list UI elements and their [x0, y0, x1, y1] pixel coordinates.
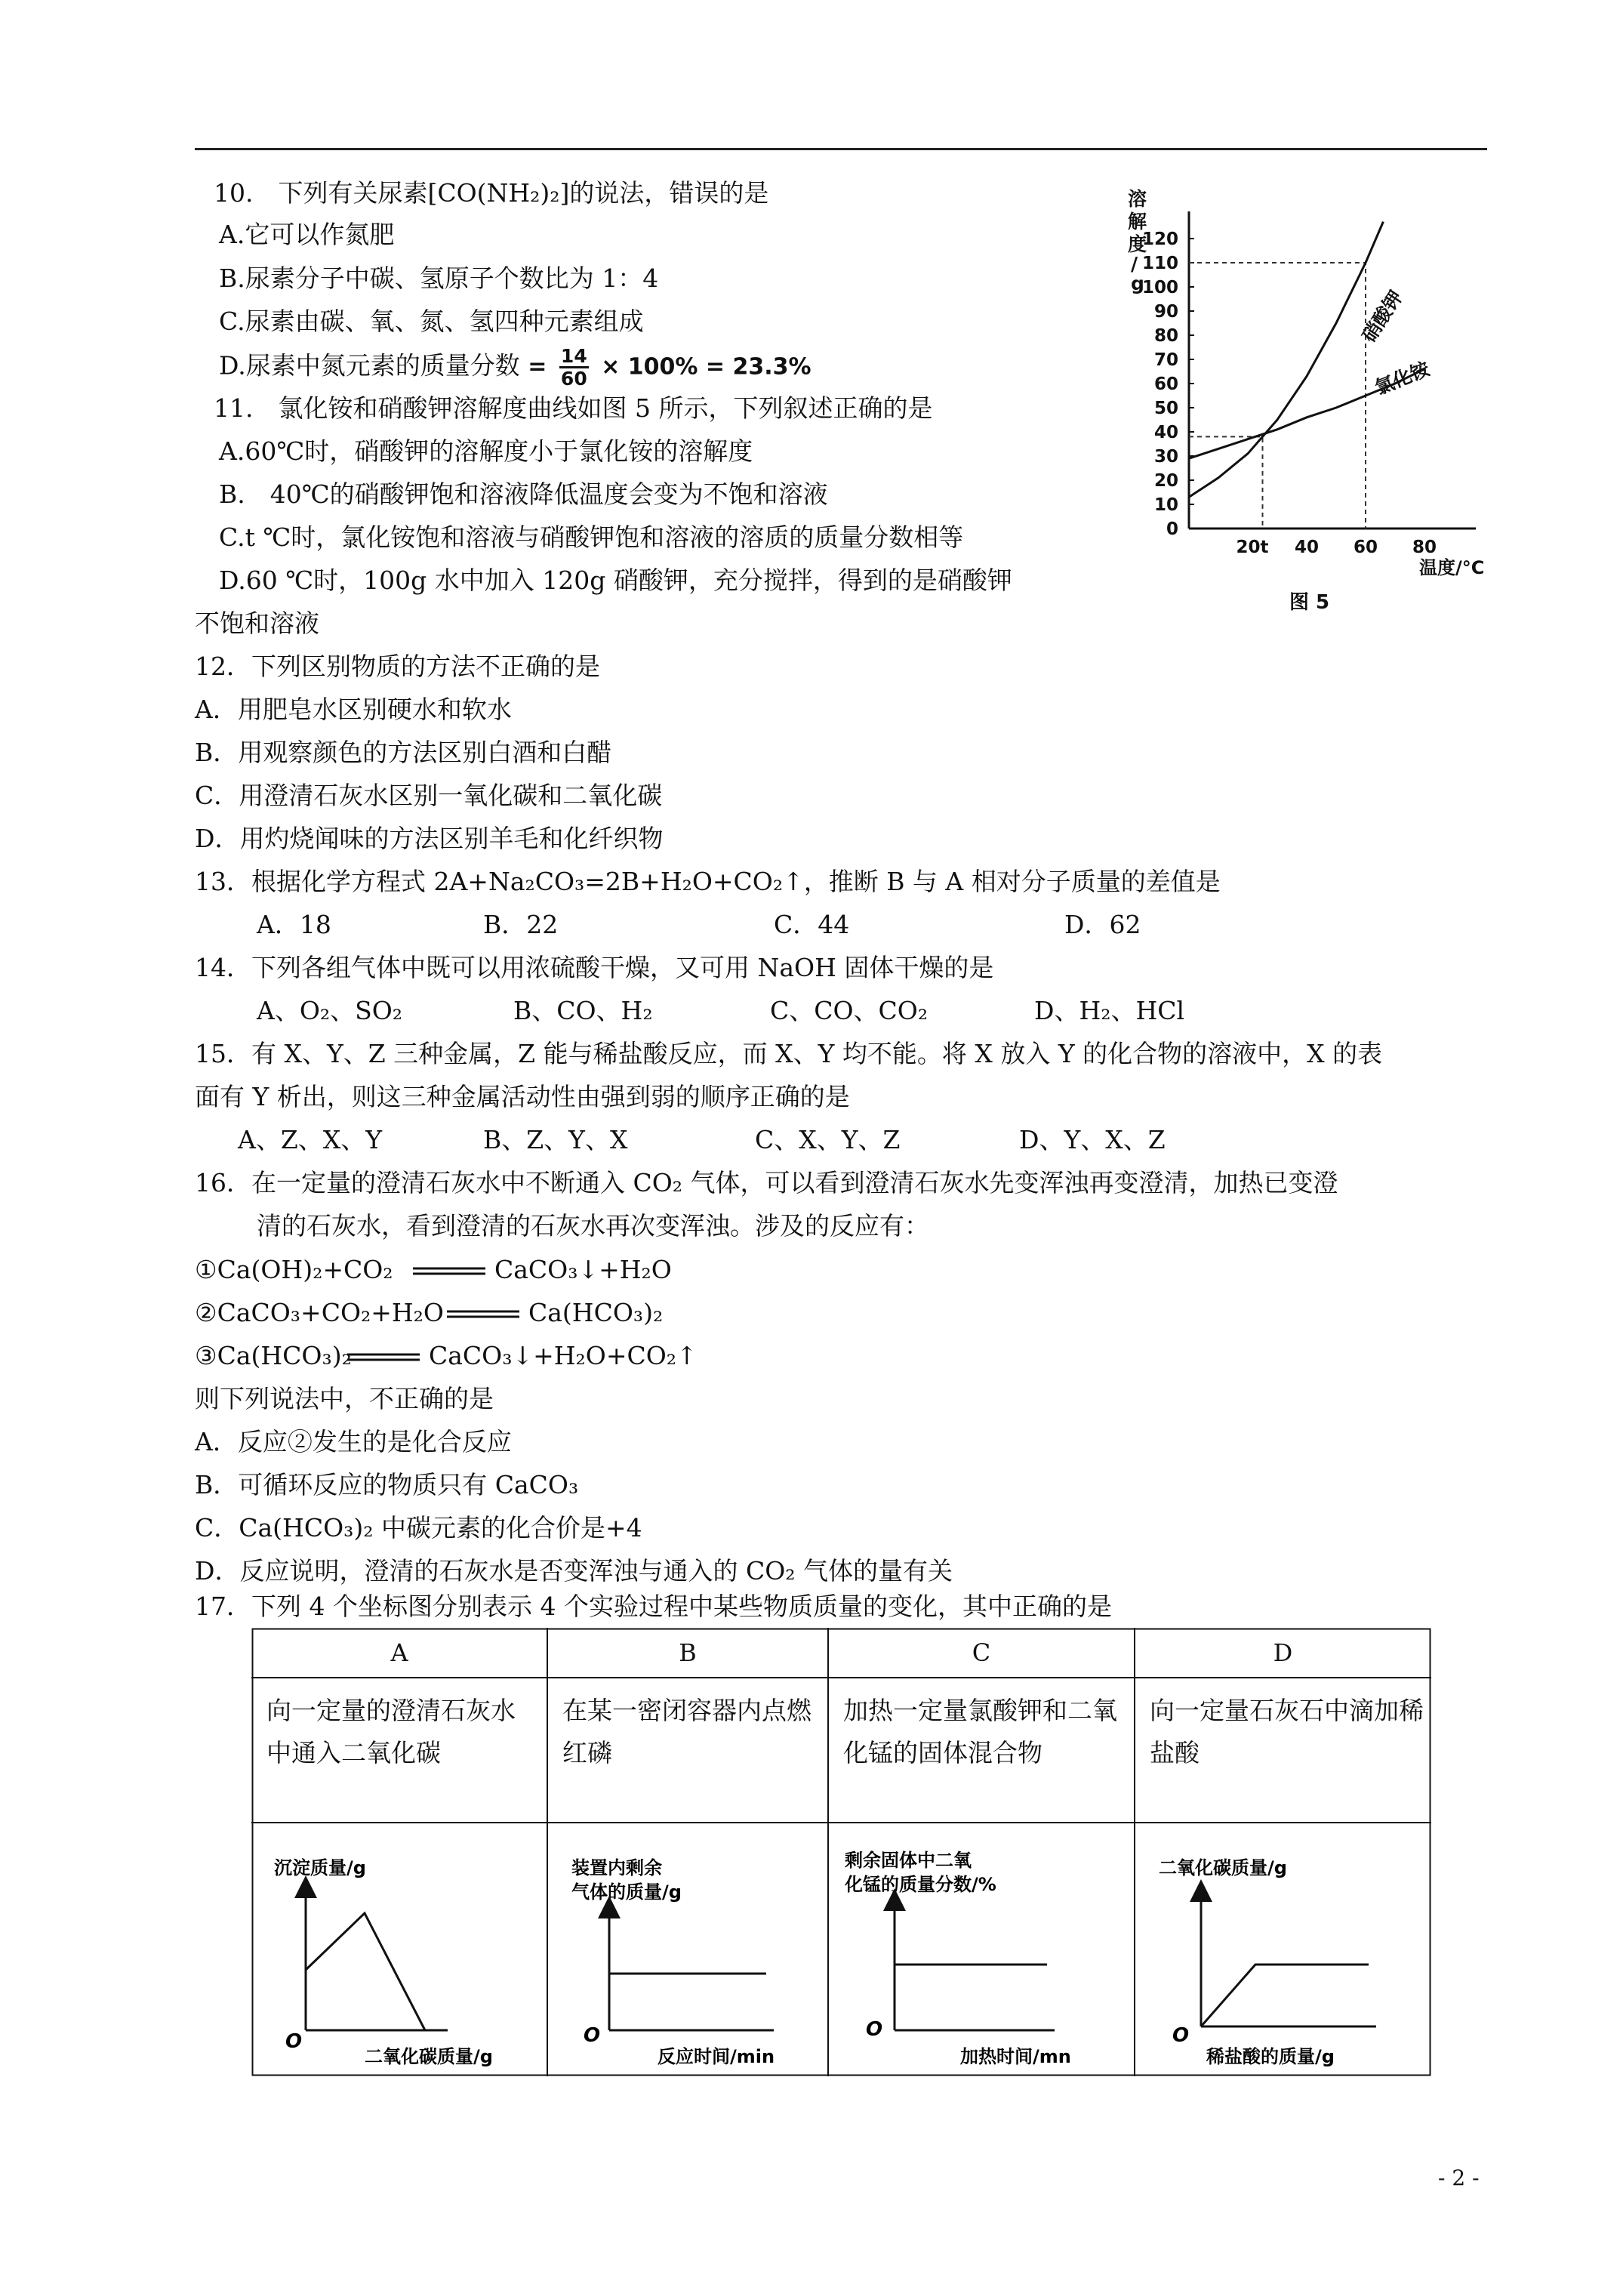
q10-option-d — [219, 346, 812, 389]
figure5-label-kno3: 硝酸钾 — [1357, 286, 1407, 347]
q17-head-d: D — [1273, 1638, 1293, 1667]
q16-reaction-1-right: CaCO₃↓+H₂O — [494, 1255, 672, 1284]
q16-option-b: B．可循环反应的物质只有 CaCO₃ — [195, 1470, 579, 1499]
graph-a-ylabel: 沉淀质量/g — [274, 1857, 366, 1878]
page-number: - 2 - — [1438, 2165, 1480, 2190]
figure5-y-tick-label: 120 — [1141, 230, 1178, 249]
q10-stem: 10. 下列有关尿素[CO(NH₂)₂]的说法，错误的是 — [214, 178, 769, 208]
q11-stem: 11. 氯化铵和硝酸钾溶解度曲线如图 5 所示，下列叙述正确的是 — [214, 393, 933, 423]
ylabel-char: 度 — [1128, 233, 1147, 255]
q14-stem: 14．下列各组气体中既可以用浓硫酸干燥，又可用 NaOH 固体干燥的是 — [195, 953, 994, 982]
q15-stem-line1: 15．有 X、Y、Z 三种金属，Z 能与稀盐酸反应，而 X、Y 均不能。将 X 放入 Y 的化合物的溶液中，X 的表 — [195, 1039, 1383, 1068]
figure5-y-tick-label: 20 — [1153, 471, 1178, 491]
q15-stem-line2: 面有 Y 析出，则这三种金属活动性由强到弱的顺序正确的是 — [195, 1082, 850, 1111]
q16-reaction-1-left: ①Ca(OH)₂+CO₂ — [195, 1255, 393, 1284]
figure5-y-tick-label: 40 — [1153, 423, 1178, 442]
q16-reaction-1-equals — [411, 1265, 487, 1276]
q10-option-a: A.它可以作氮肥 — [219, 220, 395, 249]
q16-reaction-3-left: ③Ca(HCO₃)₂ — [195, 1341, 352, 1370]
q15-option-d: D、Y、X、Z — [1019, 1125, 1166, 1154]
graph-b-ylabel-line2: 气体的质量/g — [571, 1881, 682, 1903]
graph-c-ylabel-line2: 化锰的质量分数/% — [845, 1874, 996, 1895]
q16-reaction-3-equals — [346, 1351, 421, 1362]
figure5-y-tick-label: 0 — [1166, 519, 1178, 539]
q17-table — [251, 1628, 1431, 2076]
q10-d-prefix: D.尿素中氮元素的质量分数 — [219, 350, 520, 381]
ylabel-char: 溶 — [1128, 188, 1147, 210]
q15-option-b: B、Z、Y、X — [483, 1125, 628, 1154]
q14-option-a: A、O₂、SO₂ — [257, 996, 403, 1025]
q17-head-b: B — [679, 1638, 697, 1667]
q10-option-b: B.尿素分子中碳、氢原子个数比为 1：4 — [219, 264, 659, 293]
graph-c-ylabel-line1: 剩余固体中二氧 — [845, 1850, 972, 1871]
figure5-y-tick-label: 100 — [1141, 278, 1178, 297]
q17-graph-d — [1135, 1823, 1431, 2076]
q14-option-c: C、CO、CO₂ — [770, 996, 929, 1025]
q11-option-d-line1: D.60 ℃时，100g 水中加入 120g 硝酸钾，充分搅拌，得到的是硝酸钾 — [219, 566, 1012, 595]
q10-fraction-denominator: 60 — [560, 368, 587, 390]
q15-option-c: C、X、Y、Z — [755, 1125, 901, 1154]
q10-d-tail: × 100% = 23.3% — [601, 353, 812, 381]
q17-graph-a — [251, 1823, 547, 2076]
q11-option-c: C.t ℃时，氯化铵饱和溶液与硝酸钾饱和溶液的溶质的质量分数相等 — [219, 522, 964, 552]
q11-option-b: B. 40℃的硝酸钾饱和溶液降低温度会变为不饱和溶液 — [219, 479, 828, 509]
q14-option-d: D、H₂、HCl — [1034, 996, 1185, 1025]
figure5-label-nh4cl: 氯化铵 — [1372, 357, 1433, 399]
q16-stem-line1: 16．在一定量的澄清石灰水中不断通入 CO₂ 气体，可以看到澄清石灰水先变浑浊再变澄清，加热已变澄 — [195, 1168, 1338, 1197]
ylabel-char: / — [1131, 253, 1138, 275]
figure5-y-tick-label: 90 — [1153, 302, 1178, 322]
q16-option-c: C．Ca(HCO₃)₂ 中碳元素的化合价是+4 — [195, 1513, 642, 1542]
graph-d-curve — [1201, 1965, 1369, 2026]
q16-reaction-2-equals — [445, 1308, 521, 1319]
q12-stem: 12．下列区别物质的方法不正确的是 — [195, 652, 600, 681]
figure5-x-tick-label: 80 — [1412, 538, 1437, 557]
q17-desc-c: 加热一定量氯酸钾和二氧化锰的固体混合物 — [843, 1696, 1117, 1767]
figure5-x-tick-label: 60 — [1353, 538, 1378, 557]
figure5-y-tick-label: 110 — [1141, 254, 1178, 273]
graph-b-xlabel: 反应时间/min — [658, 2046, 775, 2067]
figure5-y-tick-label: 30 — [1153, 447, 1178, 467]
figure5-xlabel: 温度/°C — [1419, 557, 1485, 578]
figure5-y-tick-label: 50 — [1153, 399, 1178, 418]
figure5-y-tick-label: 80 — [1153, 326, 1178, 346]
graph-a-origin: O — [285, 2030, 303, 2053]
figure5-x-tick-label: 20t — [1236, 538, 1269, 557]
graph-a-curve — [306, 1913, 425, 2030]
figure5-x-tick-label: 40 — [1294, 538, 1320, 557]
q16-lead: 则下列说法中，不正确的是 — [195, 1384, 494, 1413]
q16-reaction-2-left: ②CaCO₃+CO₂+H₂O — [195, 1298, 444, 1327]
q10-fraction-numerator: 14 — [560, 345, 587, 367]
q12-option-a: A．用肥皂水区别硬水和软水 — [195, 695, 512, 724]
q16-stem-line2: 清的石灰水，看到澄清的石灰水再次变浑浊。涉及的反应有： — [257, 1211, 929, 1240]
graph-c-origin: O — [866, 2018, 883, 2041]
q17-desc-d: 向一定量石灰石中滴加稀盐酸 — [1150, 1696, 1424, 1767]
header-rule — [195, 148, 1487, 150]
graph-b-origin: O — [584, 2024, 601, 2047]
figure5-y-tick-label: 60 — [1153, 374, 1178, 394]
q17-stem: 17．下列 4 个坐标图分别表示 4 个实验过程中某些物质质量的变化，其中正确的是 — [195, 1592, 1112, 1621]
graph-d-origin: O — [1172, 2024, 1190, 2047]
q16-option-a: A．反应②发生的是化合反应 — [195, 1427, 512, 1456]
q17-graph-b — [547, 1823, 828, 2076]
q11-option-d-line2: 不饱和溶液 — [195, 609, 319, 638]
q11-option-a: A.60℃时，硝酸钾的溶解度小于氯化铵的溶解度 — [219, 436, 753, 466]
figure5-caption: 图 5 — [1289, 591, 1330, 614]
q14-option-b: B、CO、H₂ — [513, 996, 653, 1025]
q16-option-d: D．反应说明，澄清的石灰水是否变浑浊与通入的 CO₂ 气体的量有关 — [195, 1556, 953, 1586]
q13-option-b: B．22 — [483, 910, 559, 939]
figure5-guide-lines — [1189, 263, 1366, 529]
graph-d-ylabel: 二氧化碳质量/g — [1159, 1857, 1287, 1878]
figure5-y-tick-label: 70 — [1153, 350, 1178, 370]
q16-reaction-3-right: CaCO₃↓+H₂O+CO₂↑ — [429, 1341, 698, 1370]
q10-option-c: C.尿素由碳、氧、氮、氢四种元素组成 — [219, 307, 644, 336]
q10-d-equals: = — [528, 353, 547, 381]
q12-option-c: C．用澄清石灰水区别一氧化碳和二氧化碳 — [195, 781, 663, 810]
q12-option-d: D．用灼烧闻味的方法区别羊毛和化纤织物 — [195, 824, 664, 853]
q17-head-c: C — [972, 1638, 991, 1667]
q12-option-b: B．用观察颜色的方法区别白酒和白醋 — [195, 738, 612, 767]
q13-option-d: D．62 — [1064, 910, 1141, 939]
figure5-solubility-chart — [1117, 181, 1495, 627]
graph-d-xlabel: 稀盐酸的质量/g — [1206, 2046, 1335, 2067]
ylabel-char: g — [1131, 273, 1144, 294]
q13-option-c: C．44 — [774, 910, 850, 939]
q17-desc-a: 向一定量的澄清石灰水中通入二氧化碳 — [266, 1696, 516, 1767]
q17-head-a: A — [390, 1638, 408, 1667]
q17-graph-c — [828, 1823, 1135, 2076]
graph-c-xlabel: 加热时间/mn — [960, 2046, 1071, 2067]
graph-a-xlabel: 二氧化碳质量/g — [365, 2046, 493, 2067]
q16-reaction-2-right: Ca(HCO₃)₂ — [528, 1298, 664, 1327]
q13-option-a: A．18 — [257, 910, 331, 939]
q17-desc-b: 在某一密闭容器内点燃红磷 — [562, 1696, 812, 1767]
graph-b-ylabel-line1: 装置内剩余 — [571, 1857, 662, 1878]
q13-stem: 13．根据化学方程式 2A+Na₂CO₃=2B+H₂O+CO₂↑，推断 B 与 A 相对分子质量的差值是 — [195, 867, 1221, 896]
q15-option-a: A、Z、X、Y — [238, 1125, 383, 1154]
figure5-y-tick-label: 10 — [1153, 495, 1178, 515]
q10-fraction — [559, 346, 589, 389]
ylabel-char: 解 — [1128, 211, 1147, 233]
